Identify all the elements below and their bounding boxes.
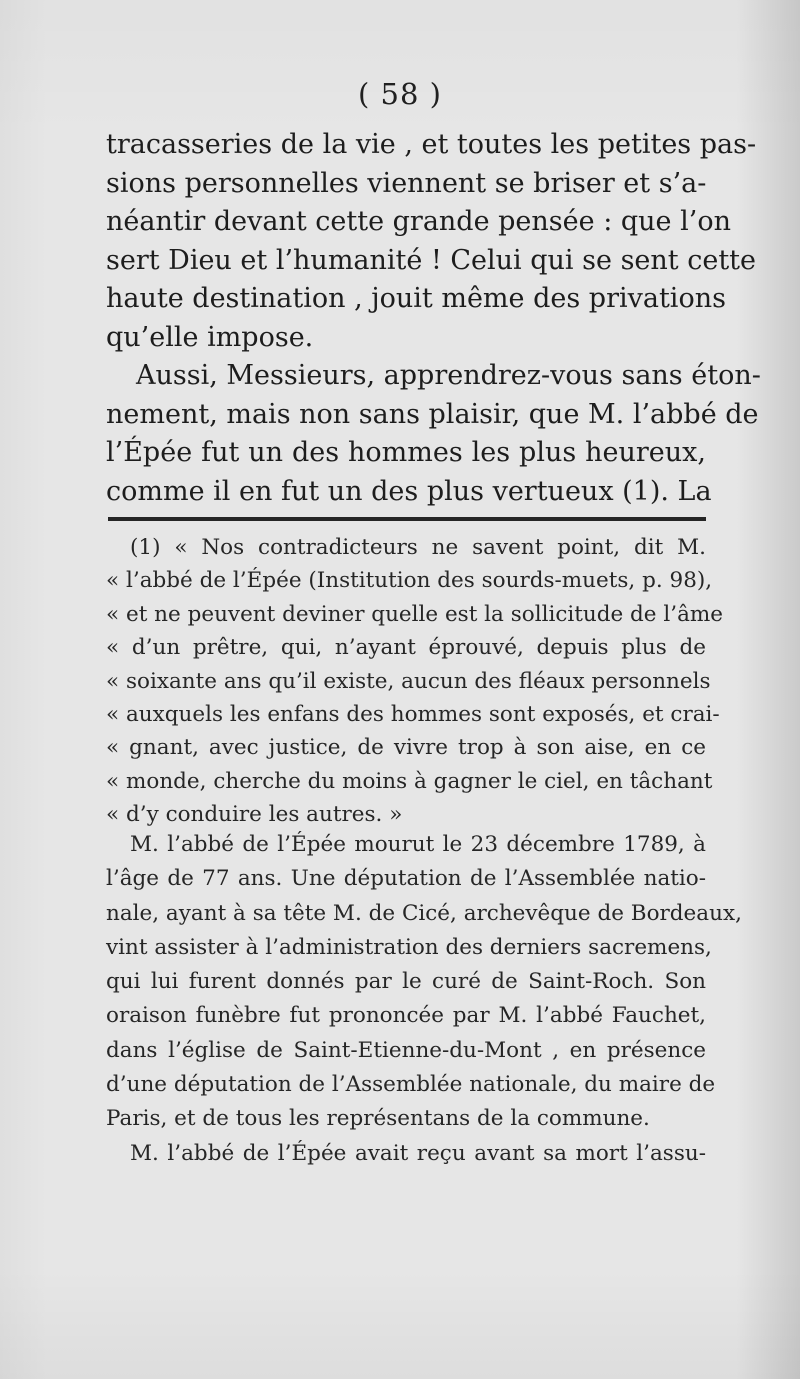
lower-text-line: d’une députation de l’Assemblée nationale, du maire de <box>106 1072 716 1098</box>
lower-text-line: qui lui furent donnés par le curé de Saint-Roch. Son <box>106 969 706 995</box>
footnote-divider <box>108 517 706 521</box>
main-text-line: haute destination , jouit même des privations <box>106 283 726 314</box>
main-text-line: Aussi, Messieurs, apprendrez-vous sans éton- <box>136 360 761 391</box>
main-text-line: néantir devant cette grande pensée : que l’on <box>106 206 731 237</box>
footnote-line: « l’abbé de l’Épée (Institution des sourds-muets, p. 98), <box>106 568 713 594</box>
main-text-line: sions personnelles viennent se briser et s’a- <box>106 167 707 199</box>
lower-text-line: dans l’église de Saint-Etienne-du-Mont , en présence <box>106 1037 706 1063</box>
main-text-line: sert Dieu et l’humanité ! Celui qui se sent cette <box>106 244 757 276</box>
lower-text-line: M. l’abbé de l’Épée avait reçu avant sa mort l’assu- <box>130 1140 706 1166</box>
main-text-line: nement, mais non sans plaisir, que M. l’abbé de <box>106 398 759 430</box>
lower-text-line: Paris, et de tous les représentans de la commune. <box>106 1106 650 1132</box>
main-text-line: tracasseries de la vie , et toutes les petites pas- <box>106 129 757 160</box>
footnote-line: « gnant, avec justice, de vivre trop à son aise, en ce <box>106 735 706 761</box>
main-text-line: l’Épée fut un des hommes les plus heureux, <box>106 437 706 468</box>
lower-text-line: nale, ayant à sa tête M. de Cicé, archevêque de Bordeaux, <box>106 900 742 926</box>
lower-text-line: M. l’abbé de l’Épée mourut le 23 décembre 1789, à <box>130 832 706 857</box>
footnote-line: « d’y conduire les autres. » <box>106 802 403 828</box>
footnote-block <box>106 531 724 832</box>
lower-text-line: l’âge de 77 ans. Une députation de l’Assemblée natio- <box>106 866 706 892</box>
footnote-line: « monde, cherche du moins à gagner le ciel, en tâchant <box>106 768 713 794</box>
main-text-block <box>106 126 761 511</box>
main-text-line: comme il en fut un des plus vertueux (1). La <box>106 475 712 507</box>
footnote-line: « d’un prêtre, qui, n’ayant éprouvé, depuis plus de <box>106 635 706 661</box>
footnote-line: « auxquels les enfans des hommes sont exposés, et crai- <box>106 702 720 728</box>
footnote-line: « soixante ans qu’il existe, aucun des fléaux personnels <box>106 668 711 694</box>
lower-text-line: oraison funèbre fut prononcée par M. l’abbé Fauchet, <box>106 1003 706 1029</box>
lower-text-block <box>106 828 742 1171</box>
main-text-line: qu’elle impose. <box>106 321 314 353</box>
lower-text-line: vint assister à l’administration des derniers sacremens, <box>106 934 712 960</box>
footnote-line: (1) « Nos contradicteurs ne savent point, dit M. <box>130 535 706 560</box>
page-number: ( 58 ) <box>358 77 442 111</box>
footnote-line: « et ne peuvent deviner quelle est la sollicitude de l’âme <box>106 601 724 627</box>
